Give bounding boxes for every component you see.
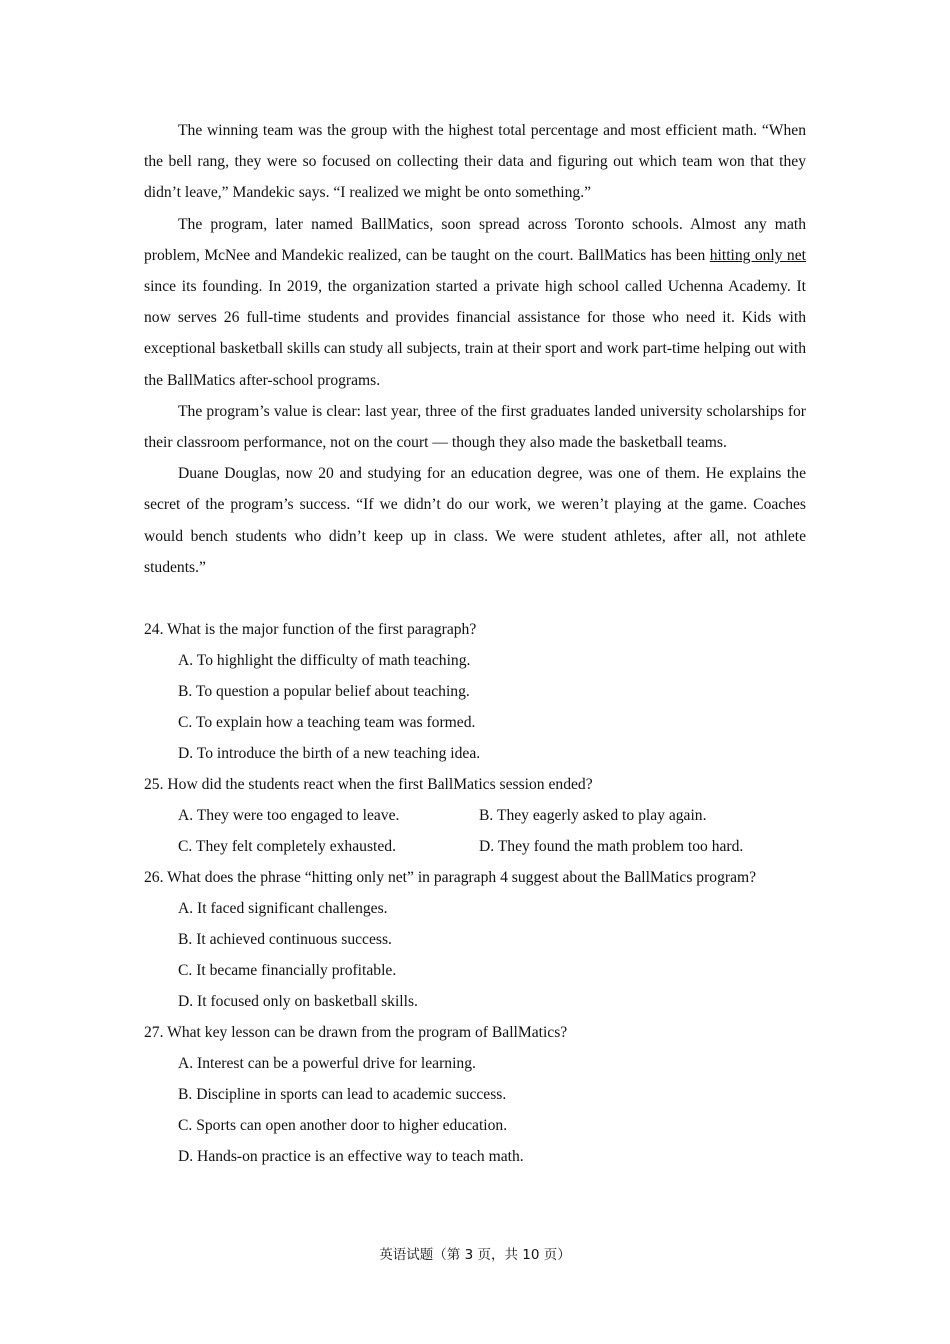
option-d: D. To introduce the birth of a new teaching idea. [178,745,481,763]
option-b: B. They eagerly asked to play again. [479,807,707,825]
option-d: D. They found the math problem too hard. [479,838,744,856]
option-row [144,831,806,862]
option-b: B. Discipline in sports can lead to academic success. [178,1086,507,1104]
passage-paragraph [144,209,806,396]
question-stem: 24. What is the major function of the first paragraph? [144,621,477,639]
option-c: C. To explain how a teaching team was formed. [178,714,476,732]
option-a: A. It faced significant challenges. [178,900,388,918]
question-24 [144,614,806,769]
option-b: B. It achieved continuous success. [178,931,392,949]
passage-paragraph: Duane Douglas, now 20 and studying for an education degree, was one of them. He explains the secret of the program’s success. “If we didn’t do our work, we weren’t playing at the game. Coaches would bench students who didn’t keep up in class. We were student athletes, after all, not athlete students.” [144,465,806,576]
question-stem: 26. What does the phrase “hitting only net” in paragraph 4 suggest about the BallMatics program? [144,869,757,887]
underlined-phrase: hitting only net [709,246,806,264]
question-27 [144,1017,806,1172]
question-list [144,614,806,1172]
option-a: A. Interest can be a powerful drive for learning. [178,1055,476,1073]
passage-paragraph: The winning team was the group with the highest total percentage and most efficient math. “When the bell rang, they were so focused on collecting their data and figuring out which team won that they didn’t leave,” Mandekic says. “I realized we might be onto something.” [144,122,806,202]
option-d: D. Hands-on practice is an effective way to teach math. [178,1148,524,1166]
question-26 [144,862,806,1017]
option-a: A. They were too engaged to leave. [178,807,400,825]
passage-text: since its founding. In 2019, the organization started a private high school called Uchenna Academy. It now serves 26 full-time students and provides financial assistance for those who need it. Kids with exceptional basketball skills can study all subjects, train at their sport and work part-time helping out with the BallMatics after-school programs. [144,278,806,389]
passage-text: The program, later named BallMatics, soon spread across Toronto schools. Almost any math problem, McNee and Mandekic realized, can be taught on the court. BallMatics has been [144,215,806,264]
page-footer: 英语试题（第 3 页，共 10 页） [379,1247,571,1263]
option-row [144,800,806,831]
option-c: C. It became financially profitable. [178,962,397,980]
option-b: B. To question a popular belief about teaching. [178,683,470,701]
question-stem: 25. How did the students react when the first BallMatics session ended? [144,776,593,794]
option-c: C. Sports can open another door to higher education. [178,1117,508,1135]
question-25 [144,769,806,862]
passage-paragraph: The program’s value is clear: last year, three of the first graduates landed university scholarships for their classroom performance, not on the court — though they also made the basketball teams. [144,402,806,452]
reading-passage [144,115,806,583]
option-c: C. They felt completely exhausted. [178,838,396,856]
option-a: A. To highlight the difficulty of math teaching. [178,652,471,670]
option-d: D. It focused only on basketball skills. [178,993,418,1011]
exam-page [144,115,806,1172]
question-stem: 27. What key lesson can be drawn from the program of BallMatics? [144,1024,568,1042]
